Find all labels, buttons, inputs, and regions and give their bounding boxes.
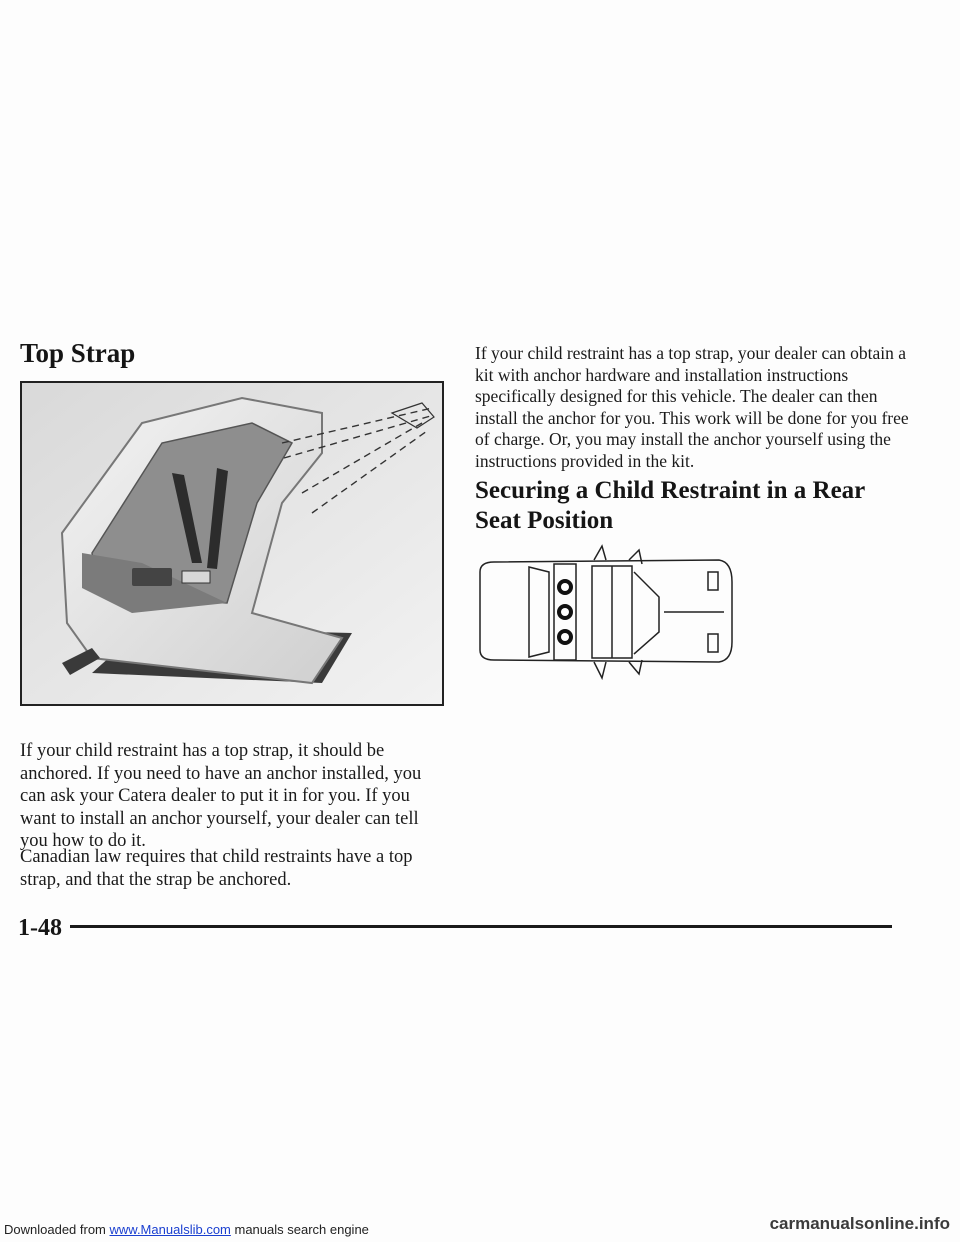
- top-strap-paragraph-1: If your child restraint has a top strap, it should be anchored. If you need to have an anchor installed, you can ask your Catera dealer to put it in for you. If you want to install an anchor yourself, your dealer can tell you how to do it.: [20, 741, 422, 851]
- vehicle-top-view-drawing: [474, 542, 736, 682]
- rear-seat-position-diagram: [474, 542, 736, 682]
- footer-prefix: Downloaded from: [4, 1222, 110, 1237]
- footer-suffix: manuals search engine: [230, 1222, 369, 1237]
- manualslib-link[interactable]: www.Manualslib.com: [109, 1222, 231, 1237]
- rear-seat-heading: Securing a Child Restraint in a Rear Seat Position: [475, 477, 865, 534]
- child-seat-top-strap-illustration: [20, 381, 444, 706]
- page-number: 1-48: [18, 915, 62, 941]
- child-seat-drawing: [22, 383, 442, 704]
- top-strap-heading: Top Strap: [20, 338, 136, 368]
- download-footer: [4, 1222, 369, 1237]
- site-watermark: carmanualsonline.info: [769, 1214, 950, 1233]
- top-strap-paragraph-2: Canadian law requires that child restraints have a top strap, and that the strap be anchored.: [20, 847, 413, 890]
- footer-rule: [70, 925, 892, 928]
- anchor-kit-paragraph: If your child restraint has a top strap, your dealer can obtain a kit with anchor hardware and installation instructions specifically designed for this vehicle. The dealer can then install the anchor for you. This work will be done for you free of charge. Or, you may install the anchor yourself using the instructions provided in the kit.: [475, 343, 909, 471]
